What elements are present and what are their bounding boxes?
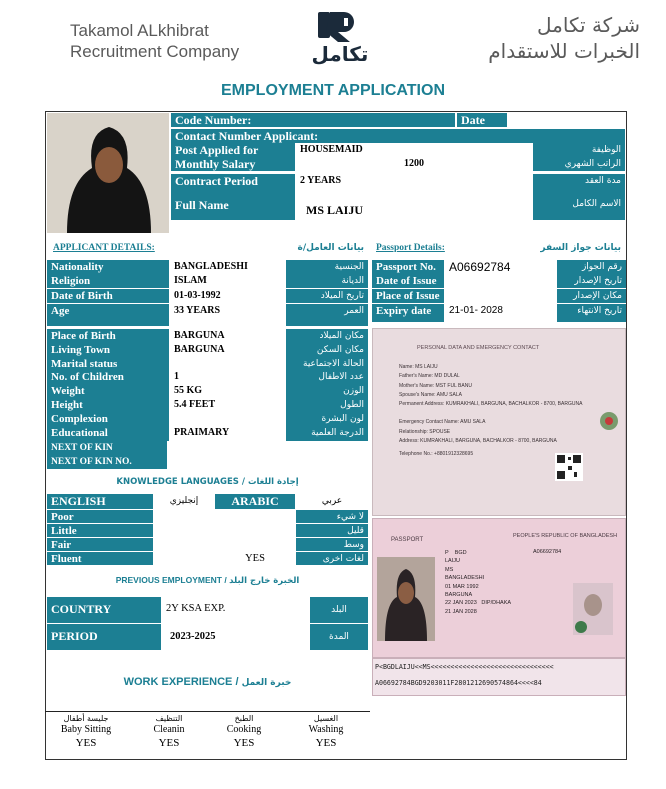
language-arabic-label-0: لا شيء [296,510,368,523]
language-english-0[interactable] [154,510,214,523]
country-value[interactable]: 2Y KSA EXP. [162,597,309,623]
work-experience-header-ar: خبرة العمل [241,678,292,688]
passport-label-0: Passport No. [372,260,444,274]
applicant-label-7: No. of Children [47,370,169,384]
applicant-label-11: Educational [47,426,169,441]
doc1-ec-name: Emergency Contact Name: AMU SALA [399,419,486,426]
passport-document [372,518,626,658]
date-value[interactable] [509,113,625,127]
salary-value[interactable]: 1200 [296,157,532,171]
passport-arabic-3: تاريخ الانتهاء [557,304,626,322]
language-level-0: Poor [47,510,153,523]
full-name-value[interactable]: MS LAIJU [296,190,532,220]
language-arabic-3[interactable]: YES [215,552,295,565]
applicant-label-13: NEXT OF KIN NO. [47,455,167,469]
applicant-details-header: APPLICANT DETAILS: [53,243,155,253]
applicant-arabic-3: العمر [286,304,368,326]
previous-employment-header-ar: الخبرة خارج البلد [229,576,300,586]
full-name-label: Full Name [171,190,295,220]
doc1-fields [399,363,599,460]
applicant-arabic-4: مكان الميلاد [286,329,368,343]
applicant-label-8: Weight [47,384,169,398]
doc2-pob: BARGUNA [445,592,473,599]
passport-details-header-ar: بيانات جواز السفر [540,243,621,253]
applicant-arabic-1: الديانة [286,274,368,288]
applicant-value-5[interactable]: BARGUNA [170,343,285,357]
applicant-arabic-11: الدرجة العلمية [286,426,368,441]
language-arabic-label-3: لغات اخرى [296,552,368,565]
language-arabic-label-1: قليل [296,524,368,537]
arabic-ar-label: عربي [296,494,368,509]
applicant-value-3[interactable]: 33 YEARS [170,304,285,326]
company-name-ar-line1: شركة تكامل [537,13,640,37]
passport-arabic-2: مكان الإصدار [557,289,626,303]
language-arabic-2[interactable] [215,538,295,551]
applicant-details-header-ar: بيانات العامل/ة [297,243,364,253]
language-english-1[interactable] [154,524,214,537]
secondary-photo-icon [573,583,613,635]
date-label: Date [457,113,507,127]
passport-arabic-0: رقم الجواز [557,260,626,274]
work-item-0 [50,713,122,757]
salary-label: Monthly Salary [171,157,295,171]
full-name-arabic-label: الاسم الكامل [533,190,625,220]
applicant-value-1[interactable]: ISLAM [170,274,285,288]
applicant-value-2[interactable]: 01-03-1992 [170,289,285,303]
work-item-1 [133,713,205,757]
period-label: PERIOD [47,624,161,650]
applicant-label-1: Religion [47,274,169,288]
applicant-arabic-0: الجنسية [286,260,368,274]
mrz-text-1: P<BGDLAIJU<<MS<<<<<<<<<<<<<<<<<<<<<<<<<<<<<<< [375,663,554,671]
language-arabic-0[interactable] [215,510,295,523]
passport-label-3: Expiry date [372,304,444,322]
applicant-value-11[interactable]: PRAIMARY [170,426,285,441]
applicant-label-0: Nationality [47,260,169,274]
applicant-photo [47,113,169,233]
post-value[interactable]: HOUSEMAID [296,143,532,157]
arabic-label: ARABIC [215,494,295,509]
applicant-value-9[interactable]: 5.4 FEET [170,398,285,412]
work-item-2 [208,713,280,757]
contract-value[interactable]: 2 YEARS [296,174,532,190]
applicant-label-10: Complexion [47,412,169,426]
work-item-label: Washing [308,724,344,735]
applicant-label-9: Height [47,398,169,412]
doc2-fields [445,549,565,616]
company-name-ar-line2: الخبرات للاستقدام [488,39,640,63]
company-name-en-line1: Takamol ALkhibrat [70,21,209,40]
country-arabic-label: البلد [310,597,368,623]
applicant-value-7[interactable]: 1 [170,370,285,384]
passport-value-0[interactable]: A06692784 [445,260,556,274]
logo-arabic-text: تكامل [311,42,369,66]
languages-header: KNOWLEDGE LANGUAGES / إجادة اللغات [116,477,299,487]
post-arabic-label: الوظيفة [533,143,625,157]
applicant-value-13[interactable] [170,455,368,469]
work-item-arabic: جليسة أطفال [63,714,109,723]
period-arabic-label: المدة [310,624,368,650]
doc2-photo [377,557,435,641]
applicant-value-12[interactable] [170,441,368,455]
doc2-nationality: BANGLADESHI [445,575,485,582]
doc2-number: A06692784 [533,549,562,555]
emblem-icon [599,411,619,431]
language-level-3: Fluent [47,552,153,565]
doc1-address: Permanent Address: KUMRAKHALI, BARGUNA, BACHALKOR - 8700, BARGUNA [399,401,583,408]
passport-label-1: Date of Issue [372,274,444,288]
work-divider [45,711,370,712]
doc2-expiry: 21 JAN 2028 [445,608,477,615]
passport-value-2[interactable] [445,289,556,303]
work-item-label: Baby Sitting [60,724,112,735]
doc2-passport-word: PASSPORT [391,537,424,543]
applicant-arabic-6: الحالة الاجتماعية [286,357,368,370]
contract-label: Contract Period [171,174,295,190]
english-ar-label: إنجليزي [154,494,214,509]
passport-portrait-icon [377,557,435,641]
language-arabic-1[interactable] [215,524,295,537]
doc1-ec-address: Address: KUMRAKHALI, BARGUNA, BACHALKOR - 8700, BARGUNA [399,438,557,445]
applicant-label-3: Age [47,304,169,326]
work-item-arabic: التنظيف [155,714,183,723]
work-item-value[interactable]: YES [158,737,180,749]
applicant-value-6[interactable] [170,357,285,370]
applicant-value-4[interactable]: BARGUNA [170,329,285,343]
work-item-label: Cooking [226,724,262,735]
work-item-value[interactable]: YES [233,737,255,749]
doc2-country-header: PEOPLE'S REPUBLIC OF BANGLADESH [513,533,618,539]
applicant-arabic-2: تاريخ الميلاد [286,289,368,303]
applicant-label-2: Date of Birth [47,289,169,303]
company-logo [300,10,380,72]
page-title: EMPLOYMENT APPLICATION [221,82,445,99]
applicant-label-5: Living Town [47,343,169,357]
applicant-arabic-9: الطول [286,398,368,412]
english-label: ENGLISH [47,494,153,509]
applicant-value-10[interactable] [170,412,285,426]
salary-arabic-label: الراتب الشهري [533,157,625,171]
work-item-value[interactable]: YES [315,737,337,749]
contact-number-label: Contact Number Applicant: [171,129,625,143]
doc1-relationship: Relationship: SPOUSE [399,428,451,435]
applicant-arabic-10: لون البشرة [286,412,368,426]
doc2-surname: LAIJU [445,558,460,565]
contract-arabic-label: مدة العقد [533,174,625,190]
language-english-2[interactable] [154,538,214,551]
doc1-name: Name: MS LAIJU [399,364,438,370]
company-name-en [70,20,239,62]
company-name-en-line2: Recruitment Company [70,42,240,61]
doc1-mother: Mother's Name: MST FUL BANU [399,382,472,389]
mrz-area [372,658,626,696]
doc2-issue-row: 22 JAN 2023 DIP/DHAKA [445,600,512,607]
doc2-dob: 01 MAR 1992 [445,583,479,590]
passport-details-header: Passport Details: [376,243,445,253]
language-arabic-label-2: وسط [296,538,368,551]
doc2-given: MS [445,566,454,573]
personal-data-document [372,328,626,516]
code-number-label: Code Number: [171,113,455,127]
work-experience-header-en: WORK EXPERIENCE / [123,676,239,688]
applicant-label-4: Place of Birth [47,329,169,343]
language-level-1: Little [47,524,153,537]
qr-code-icon [555,453,583,481]
work-experience-header [47,676,368,692]
applicant-arabic-5: مكان السكن [286,343,368,357]
applicant-label-12: NEXT OF KIN [47,441,167,455]
applicant-label-6: Marital status [47,357,169,370]
work-item-3 [290,713,362,757]
company-name-ar [430,12,640,64]
language-english-3[interactable] [154,552,214,565]
passport-value-3[interactable]: 21-01- 2028 [445,304,556,322]
work-item-arabic: الغسيل [313,714,339,723]
doc1-title: PERSONAL DATA AND EMERGENCY CONTACT [417,345,540,351]
country-label: COUNTRY [47,597,161,623]
post-label: Post Applied for [171,143,295,157]
applicant-value-0[interactable]: BANGLADESHI [170,260,285,274]
work-item-label: Cleanin [153,724,185,735]
applicant-arabic-8: الوزن [286,384,368,398]
passport-arabic-1: تاريخ الإصدار [557,274,626,288]
language-level-2: Fair [47,538,153,551]
applicant-arabic-7: عدد الاطفال [286,370,368,384]
applicant-portrait-icon [47,113,169,233]
previous-employment-header-en: PREVIOUS EMPLOYMENT / [115,575,227,585]
doc2-type-row: P BGD [445,550,467,556]
doc1-spouse: Spouse's Name: AMU SALA [399,391,462,398]
doc1-phone: Telephone No.: +8801912328695 [399,451,474,458]
applicant-value-8[interactable]: 55 KG [170,384,285,398]
previous-employment-header [47,575,368,589]
work-item-value[interactable]: YES [75,737,97,749]
passport-label-2: Place of Issue [372,289,444,303]
passport-value-1[interactable] [445,274,556,288]
doc1-father: Father's Name: MD DULAL [399,373,460,380]
mrz-text-2: A06692784BGD9203011F2801212690574864<<<<84 [375,679,542,687]
period-value[interactable]: 2023-2025 [162,624,309,650]
work-item-arabic: الطبخ [234,714,254,723]
